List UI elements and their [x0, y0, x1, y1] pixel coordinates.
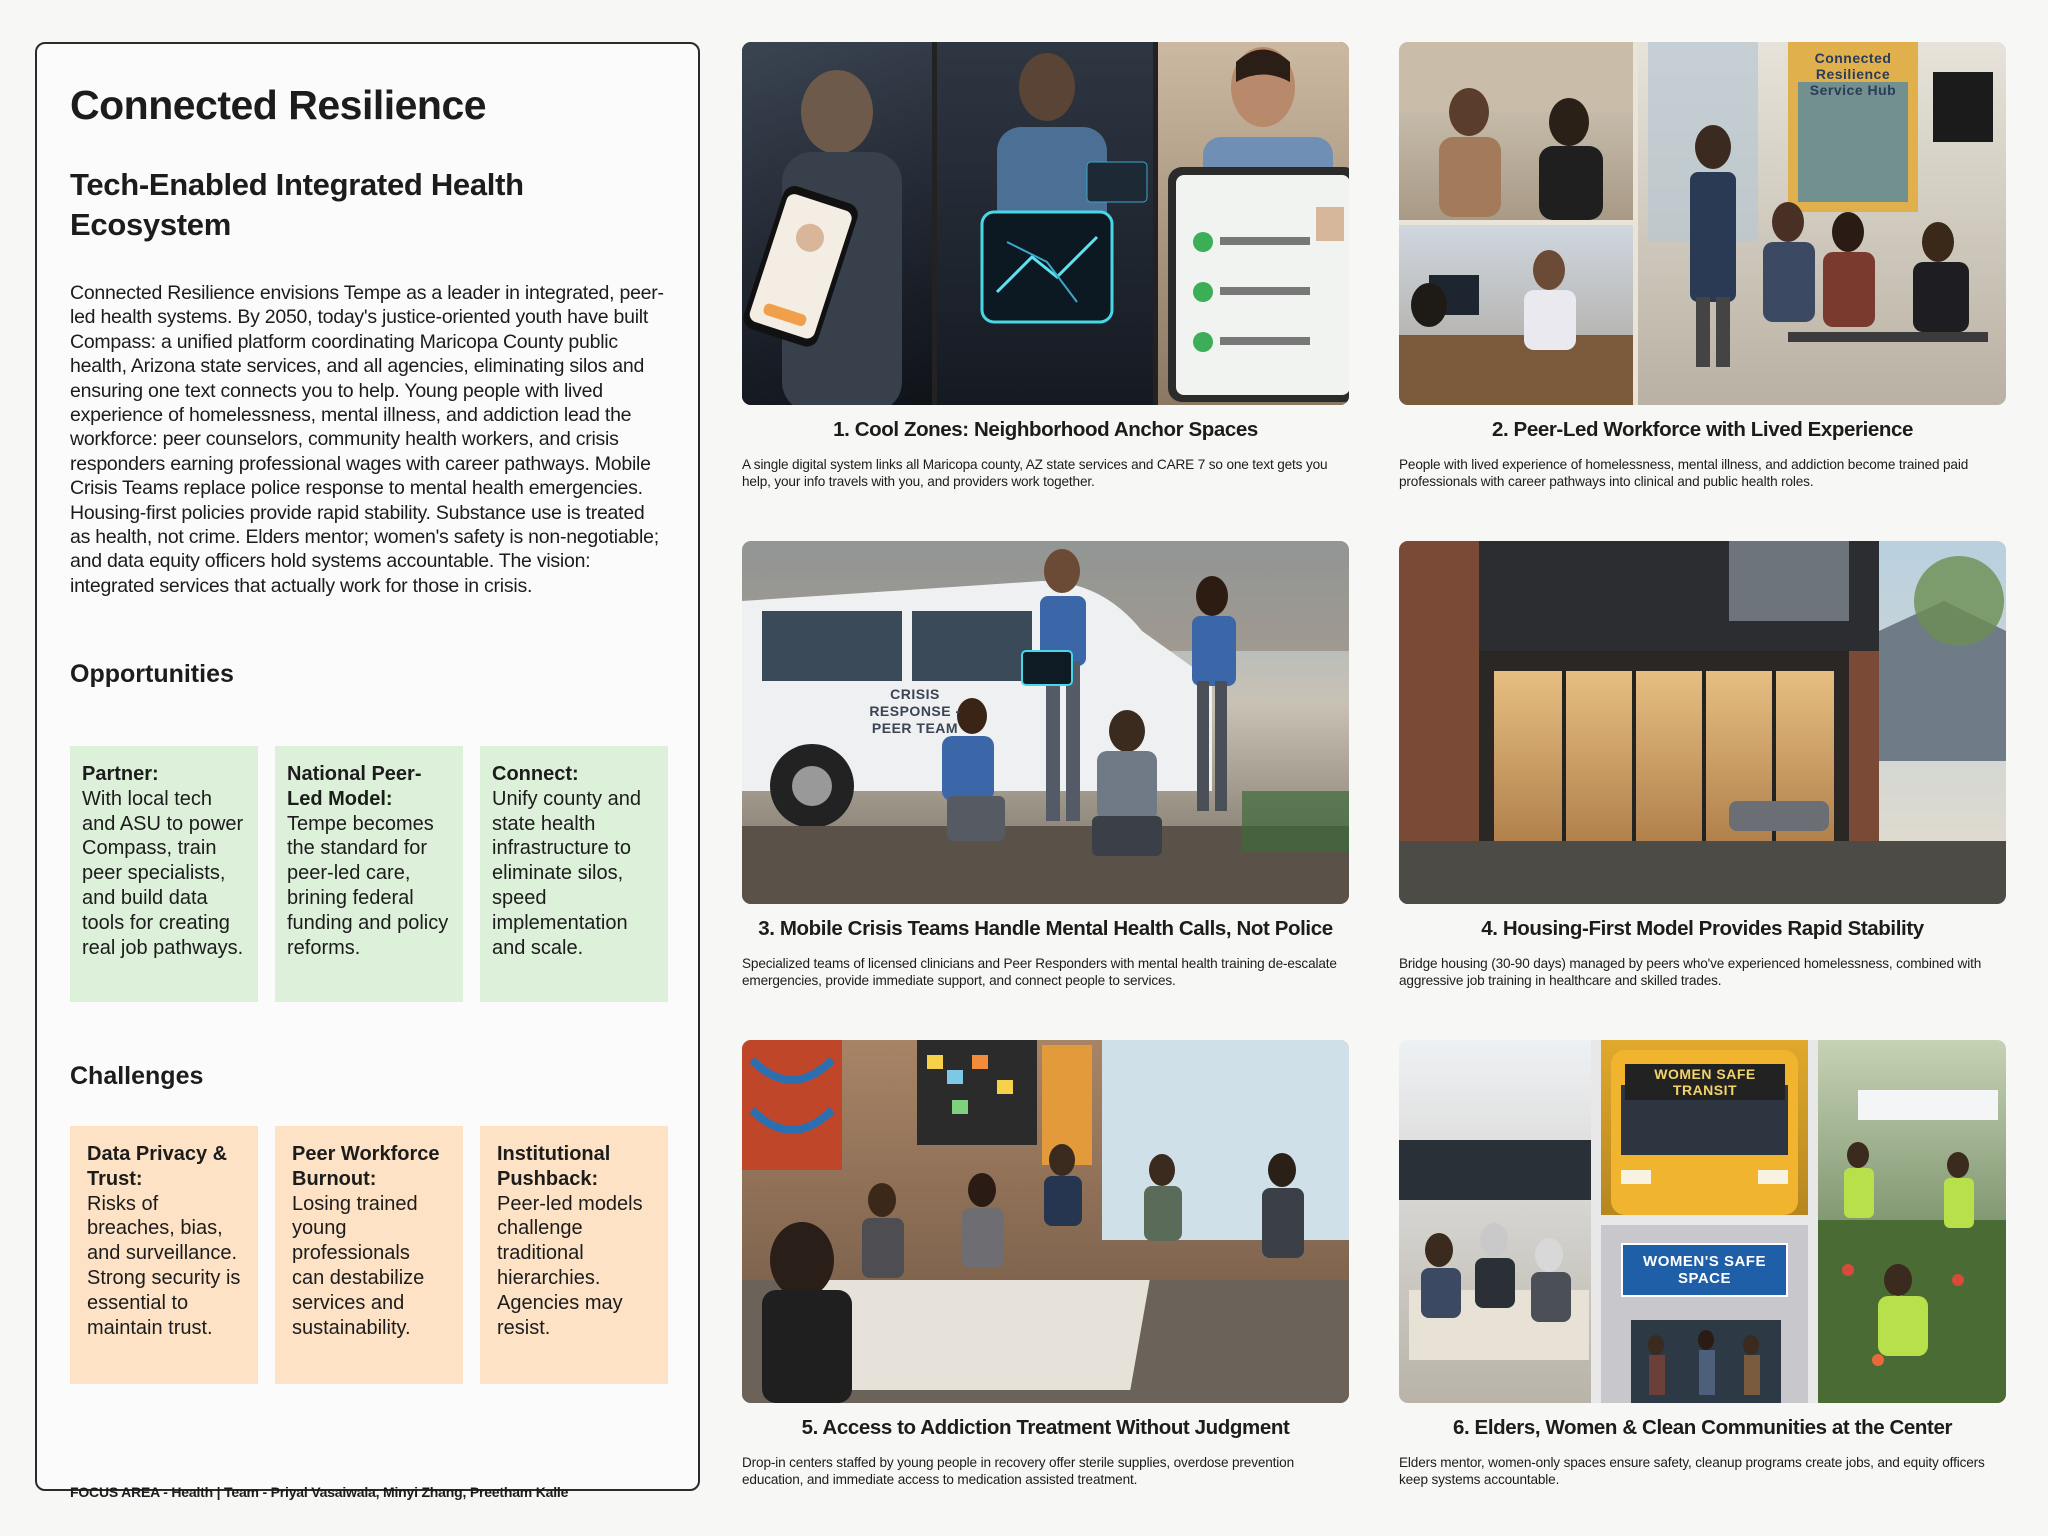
drop-in-center-photo — [742, 1040, 1349, 1403]
tile-cool-zones — [742, 42, 1349, 490]
tile-peer-workforce — [1399, 42, 2006, 490]
challenge-title: Institutional Pushback: — [497, 1143, 611, 1190]
tile-elders-women — [1399, 1040, 2006, 1488]
tile-description: Bridge housing (30-90 days) managed by peers who've experienced homelessness, combined with aggressive job training in healthcare and skilled trades. — [1399, 956, 1982, 988]
opportunity-title: Partner: — [82, 763, 159, 785]
tile-title: 5. Access to Addiction Treatment Without Judgment — [801, 1416, 1290, 1439]
footer-credits: FOCUS AREA - Health | Team - Priyal Vasaiwala, Minyi Zhang, Preetham Kalle — [70, 1484, 569, 1500]
opportunity-body: Unify county and state health infrastructure to eliminate silos, speed implementation and scale. — [492, 787, 641, 959]
safe-space-sign-text: WOMEN'S SAFE SPACE — [1621, 1243, 1788, 1297]
opportunity-title: Connect: — [492, 763, 579, 785]
crisis-van-scene — [742, 541, 1349, 904]
challenge-card — [480, 1126, 668, 1384]
tile-description: Drop-in centers staffed by young people in recovery offer sterile supplies, overdose prevention education, and immediate access to medication assisted treatment. — [742, 1455, 1294, 1487]
elders-meeting-scene — [1399, 1040, 1591, 1403]
opportunity-title: National Peer-Led Model: — [287, 763, 422, 810]
tile-title: 6. Elders, Women & Clean Communities at the Center — [1452, 1416, 1953, 1439]
van-text: CRISIS RESPONSE - PEER TEAM — [869, 686, 961, 736]
tile-description: Elders mentor, women-only spaces ensure safety, cleanup programs create jobs, and equity officers keep systems accountable. — [1399, 1455, 1985, 1487]
cleanup-garden-scene — [1818, 1040, 2006, 1403]
summary-panel — [35, 42, 700, 1500]
tile-housing-first — [1399, 541, 2006, 989]
tablet-checklist-illustration — [1158, 42, 1349, 405]
housing-building-scene — [1399, 541, 2006, 904]
challenges-cards — [70, 1126, 668, 1384]
tile-title: 3. Mobile Crisis Teams Handle Mental Health Calls, Not Police — [758, 917, 1333, 940]
challenge-body: Losing trained young professionals can destabilize services and sustainability. — [292, 1192, 425, 1339]
hub-sign-text: Connected Resilience Service Hub — [1809, 50, 1897, 98]
drop-in-center-scene — [742, 1040, 1349, 1403]
phone-illustration — [742, 42, 932, 405]
page-subtitle: Tech-Enabled Integrated Health Ecosystem — [70, 167, 524, 242]
opportunity-card — [275, 746, 463, 1002]
compass-app-photo — [742, 42, 1349, 405]
tile-description: A single digital system links all Maricopa county, AZ state services and CARE 7 so one text gets you help, your info travels with you, and providers work together. — [742, 457, 1328, 489]
office-meeting-scene — [1399, 225, 1633, 405]
tile-description: People with lived experience of homelessness, mental illness, and addiction become trained paid professionals with career pathways into clinical and public health roles. — [1399, 457, 1969, 489]
opportunity-body: Tempe becomes the standard for peer-led care, brining federal funding and policy reforms. — [287, 812, 449, 959]
tile-title: 1. Cool Zones: Neighborhood Anchor Spaces — [833, 418, 1258, 441]
bus-sign-text: WOMEN SAFE TRANSIT — [1625, 1064, 1785, 1100]
tile-description: Specialized teams of licensed clinicians and Peer Responders with mental health training de-escalate emergencies, provide immediate support, and connect people to services. — [742, 956, 1337, 988]
tile-title: 4. Housing-First Model Provides Rapid Stability — [1481, 917, 1924, 940]
challenge-body: Peer-led models challenge traditional hierarchies. Agencies may resist. — [497, 1192, 643, 1339]
page-title: Connected Resilience — [70, 82, 487, 128]
housing-building-photo — [1399, 541, 2006, 904]
challenge-body: Risks of breaches, bias, and surveillance. Strong security is essential to maintain trust. — [87, 1192, 241, 1339]
intro-paragraph: Connected Resilience envisions Tempe as a leader in integrated, peer-led health systems. By 2050, today's justice-oriented youth have built Compass: a unified platform coordinating Maricopa County public health, Arizona state services, and all agencies, eliminating silos and ensuring one text connects you to help. Young people with lived experience of homelessness, mental illness, and addiction lead the workforce: peer counselors, community health workers, and crisis responders earning professional wages with career pathways. Mobile Crisis Teams replace police response to mental health emergencies. Housing-first policies provide rapid stability. Substance use is treated as health, not crime. Elders mentor; women's safety is non-negotiable; and data equity officers hold systems accountable. The vision: integrated services that actually work for those in crisis. — [70, 282, 664, 597]
opportunity-card — [70, 746, 258, 1002]
challenge-title: Peer Workforce Burnout: — [292, 1143, 440, 1190]
opportunity-body: With local tech and ASU to power Compass, train peer specialists, and build data tools for creating real job pathways. — [82, 787, 244, 959]
vehicle-dashboard-illustration — [937, 42, 1153, 405]
opportunity-card — [480, 746, 668, 1002]
mobile-crisis-photo — [742, 541, 1349, 904]
challenge-title: Data Privacy & Trust: — [87, 1143, 228, 1190]
challenge-card — [275, 1126, 463, 1384]
counseling-scene — [1399, 42, 1633, 220]
community-collage-photo — [1399, 1040, 2006, 1403]
challenge-card — [70, 1126, 258, 1384]
tile-addiction-treatment — [742, 1040, 1349, 1488]
tile-mobile-crisis — [742, 541, 1349, 989]
tile-title: 2. Peer-Led Workforce with Lived Experience — [1491, 418, 1914, 441]
opportunities-cards — [70, 746, 668, 1002]
challenges-heading: Challenges — [70, 1062, 204, 1090]
opportunities-heading: Opportunities — [70, 660, 234, 689]
peer-workforce-photo — [1399, 42, 2006, 405]
